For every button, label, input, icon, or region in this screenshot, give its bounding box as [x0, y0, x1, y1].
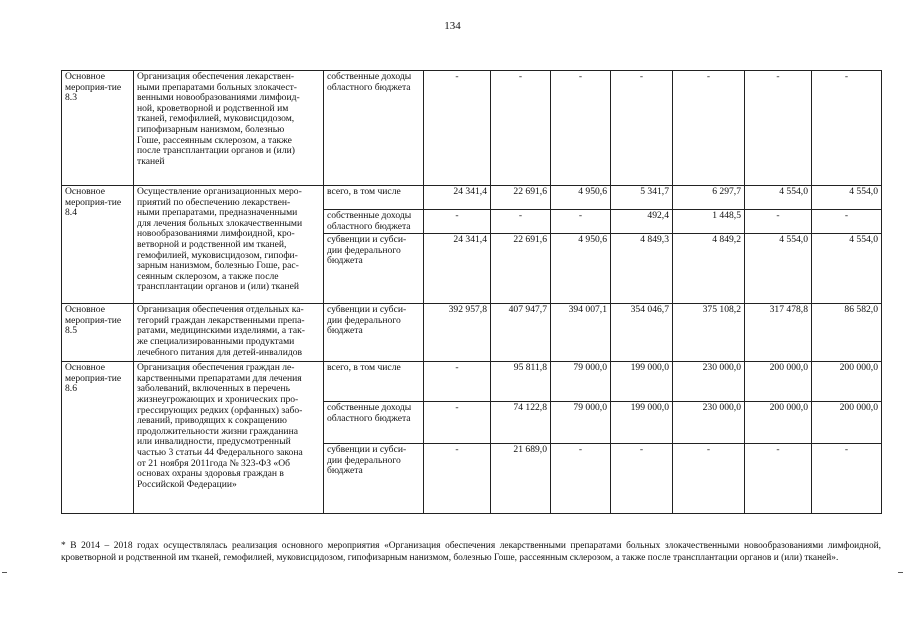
funding-value: - [491, 210, 551, 234]
funding-source: субвенции и субси- дии федерального бюджета [324, 234, 424, 304]
funding-value: 230 000,0 [673, 402, 745, 444]
funding-value: 4 554,0 [745, 186, 812, 210]
funding-value: 4 950,6 [551, 234, 611, 304]
funding-value: 86 582,0 [812, 304, 882, 362]
activity-description: Осуществление организационных меро- приятий по обеспечению лекарствен- ными препаратами, предназначенными для лечения больных злокачественными новообразованиями лимфоидной, кро- ветворной и родственной им тканей, гемофилией, муковисцидозом, гипофи- зарным нанизмом, болезнью Гоше, рас- сеянным склерозом, а также после трансплантации органов и (или) тканей [134, 186, 324, 304]
budget-table [61, 70, 882, 514]
funding-value: - [551, 444, 611, 514]
table-row [62, 362, 882, 402]
funding-value: 375 108,2 [673, 304, 745, 362]
funding-value: 22 691,6 [491, 234, 551, 304]
funding-value: 4 849,3 [611, 234, 673, 304]
funding-value: 199 000,0 [611, 362, 673, 402]
activity-code: Основное мероприя-тие 8.6 [62, 362, 134, 514]
activity-description: Организация обеспечения отдельных ка- тегорий граждан лекарственными препа- ратами, медицинскими изделиями, а так- же специализированными продуктами лечебного питания для детей-инвалидов [134, 304, 324, 362]
funding-value: 22 691,6 [491, 186, 551, 210]
funding-source: всего, в том числе [324, 186, 424, 210]
funding-value: 6 297,7 [673, 186, 745, 210]
funding-value: 317 478,8 [745, 304, 812, 362]
funding-source: всего, в том числе [324, 362, 424, 402]
funding-value: 199 000,0 [611, 402, 673, 444]
scan-edge-mark-left [2, 572, 7, 573]
funding-value: - [424, 362, 491, 402]
activity-code: Основное мероприя-тие 8.3 [62, 71, 134, 186]
footnote: * В 2014 – 2018 годах осуществлялась реализация основного мероприятия «Организация обеспечения лекарственными препаратами больных злокачественными новообразованиями лимфоидной, кроветворной и родственной им тканей, гемофилией, муковисцидозом, гипофизарным нанизмом, болезнью Гоше, рассеянным склерозом, а также после трансплантации органов и (или) тканей». [61, 541, 881, 563]
funding-value: 24 341,4 [424, 234, 491, 304]
funding-value: - [812, 210, 882, 234]
table-row [62, 304, 882, 362]
table-row [62, 71, 882, 186]
activity-description: Организация обеспечения граждан ле- карственными препаратами для лечения заболеваний, включенных в перечень жизнеугрожающих и хронических про- грессирующих редких (орфанных) забо- леваний, приводящих к сокращению продолжительности жизни гражданина или инвалидности, предусмотренный частью 3 статьи 44 Федерального закона от 21 ноября 2011года № 323-ФЗ «Об основах охраны здоровья граждан в Российской Федерации» [134, 362, 324, 514]
funding-value: - [611, 71, 673, 186]
funding-value: 392 957,8 [424, 304, 491, 362]
funding-value: 79 000,0 [551, 402, 611, 444]
page-number: 134 [444, 20, 461, 32]
funding-value: 21 689,0 [491, 444, 551, 514]
funding-value: 1 448,5 [673, 210, 745, 234]
activity-code: Основное мероприя-тие 8.5 [62, 304, 134, 362]
funding-value: 4 554,0 [745, 234, 812, 304]
funding-value: 200 000,0 [745, 402, 812, 444]
funding-value: - [611, 444, 673, 514]
funding-value: 4 849,2 [673, 234, 745, 304]
funding-value: - [745, 210, 812, 234]
funding-value: - [424, 71, 491, 186]
scan-edge-mark-right [898, 572, 903, 573]
funding-value: 492,4 [611, 210, 673, 234]
funding-value: - [812, 71, 882, 186]
funding-value: 5 341,7 [611, 186, 673, 210]
funding-value: 200 000,0 [745, 362, 812, 402]
funding-value: 200 000,0 [812, 362, 882, 402]
funding-value: 95 811,8 [491, 362, 551, 402]
funding-value: 4 554,0 [812, 186, 882, 210]
funding-value: - [551, 71, 611, 186]
funding-value: - [424, 210, 491, 234]
funding-value: - [673, 71, 745, 186]
funding-value: - [673, 444, 745, 514]
funding-source: субвенции и субси- дии федерального бюджета [324, 304, 424, 362]
funding-value: 4 950,6 [551, 186, 611, 210]
funding-value: 24 341,4 [424, 186, 491, 210]
funding-value: - [812, 444, 882, 514]
funding-value: - [424, 402, 491, 444]
funding-value: - [745, 444, 812, 514]
funding-value: 74 122,8 [491, 402, 551, 444]
funding-value: 394 007,1 [551, 304, 611, 362]
funding-value: - [424, 444, 491, 514]
funding-source: собственные доходы областного бюджета [324, 210, 424, 234]
activity-description: Организация обеспечения лекарствен- ными препаратами больных злокачест- венными новообразованиями лимфоид- ной, кроветворной и родственной им тканей, гемофилией, муковисцидозом, гипофизарным нанизмом, болезнью Гоше, рассеянным склерозом, а также после трансплантации органов и (или) тканей [134, 71, 324, 186]
funding-value: 200 000,0 [812, 402, 882, 444]
funding-value: - [491, 71, 551, 186]
funding-value: 407 947,7 [491, 304, 551, 362]
funding-value: - [551, 210, 611, 234]
table-row [62, 186, 882, 210]
funding-source: собственные доходы областного бюджета [324, 71, 424, 186]
activity-code: Основное мероприя-тие 8.4 [62, 186, 134, 304]
funding-source: собственные доходы областного бюджета [324, 402, 424, 444]
funding-value: - [745, 71, 812, 186]
funding-source: субвенции и субси- дии федерального бюджета [324, 444, 424, 514]
funding-value: 230 000,0 [673, 362, 745, 402]
funding-value: 79 000,0 [551, 362, 611, 402]
funding-value: 354 046,7 [611, 304, 673, 362]
funding-value: 4 554,0 [812, 234, 882, 304]
